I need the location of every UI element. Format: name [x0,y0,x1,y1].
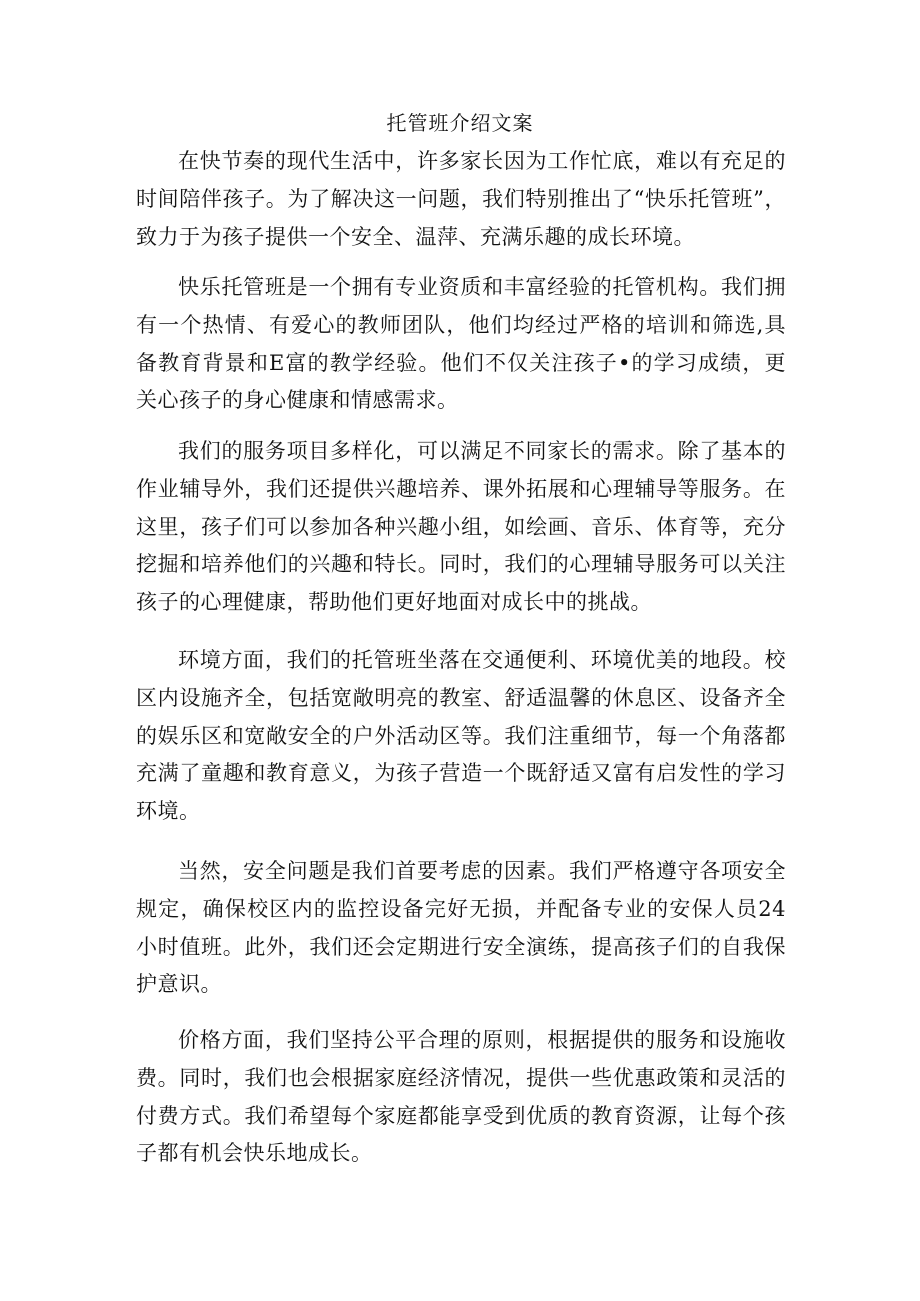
document-title: 托管班介绍文案 [386,111,534,135]
paragraph-about: 快乐托管班是一个拥有专业资质和丰富经验的托管机构。我们拥有一个热情、有爱心的教师团队，他们均经过严格的培训和筛选,具备教育背景和E富的教学经验。他们不仅关注孩子•的学习成绩，更关心孩子的身心健康和情感需求。 [136,275,786,413]
paragraph-services: 我们的服务项目多样化，可以满足不同家长的需求。除了基本的作业辅导外，我们还提供兴趣培养、课外拓展和心理辅导等服务。在这里，孩子们可以参加各种兴趣小组，如绘画、音乐、体育等，充分挖掘和培养他们的兴趣和特长。同时，我们的心理辅导服务可以关注孩子的心理健康，帮助他们更好地面对成长中的挑战。 [136,439,786,615]
paragraph-environment: 环境方面，我们的托管班坐落在交通便利、环境优美的地段。校区内设施齐全，包括宽敞明亮的教室、舒适温馨的休息区、设备齐全的娱乐区和宽敞安全的户外活动区等。我们注重细节，每一个角落都充满了童趣和教育意义，为孩子营造一个既舒适又富有启发性的学习环境。 [136,648,786,824]
paragraph-pricing: 价格方面，我们坚持公平合理的原则，根据提供的服务和设施收费。同时，我们也会根据家庭经济情况，提供一些优惠政策和灵活的付费方式。我们希望每个家庭都能享受到优质的教育资源，让每个孩子都有机会快乐地成长。 [136,1028,786,1166]
paragraph-intro: 在快节奏的现代生活中，许多家长因为工作忙底，难以有充足的时间陪伴孩子。为了解决这一问题，我们特别推出了“快乐托管班”，致力于为孩子提供一个安全、温萍、充满乐趣的成长环境。 [136,149,786,249]
paragraph-safety: 当然，安全问题是我们首要考虑的因素。我们严格遵守各项安全规定，确保校区内的监控设备完好无损，并配备专业的安保人员24小时值班。此外，我们还会定期进行安全演练，提高孩子们的自我保护意识。 [136,859,786,997]
